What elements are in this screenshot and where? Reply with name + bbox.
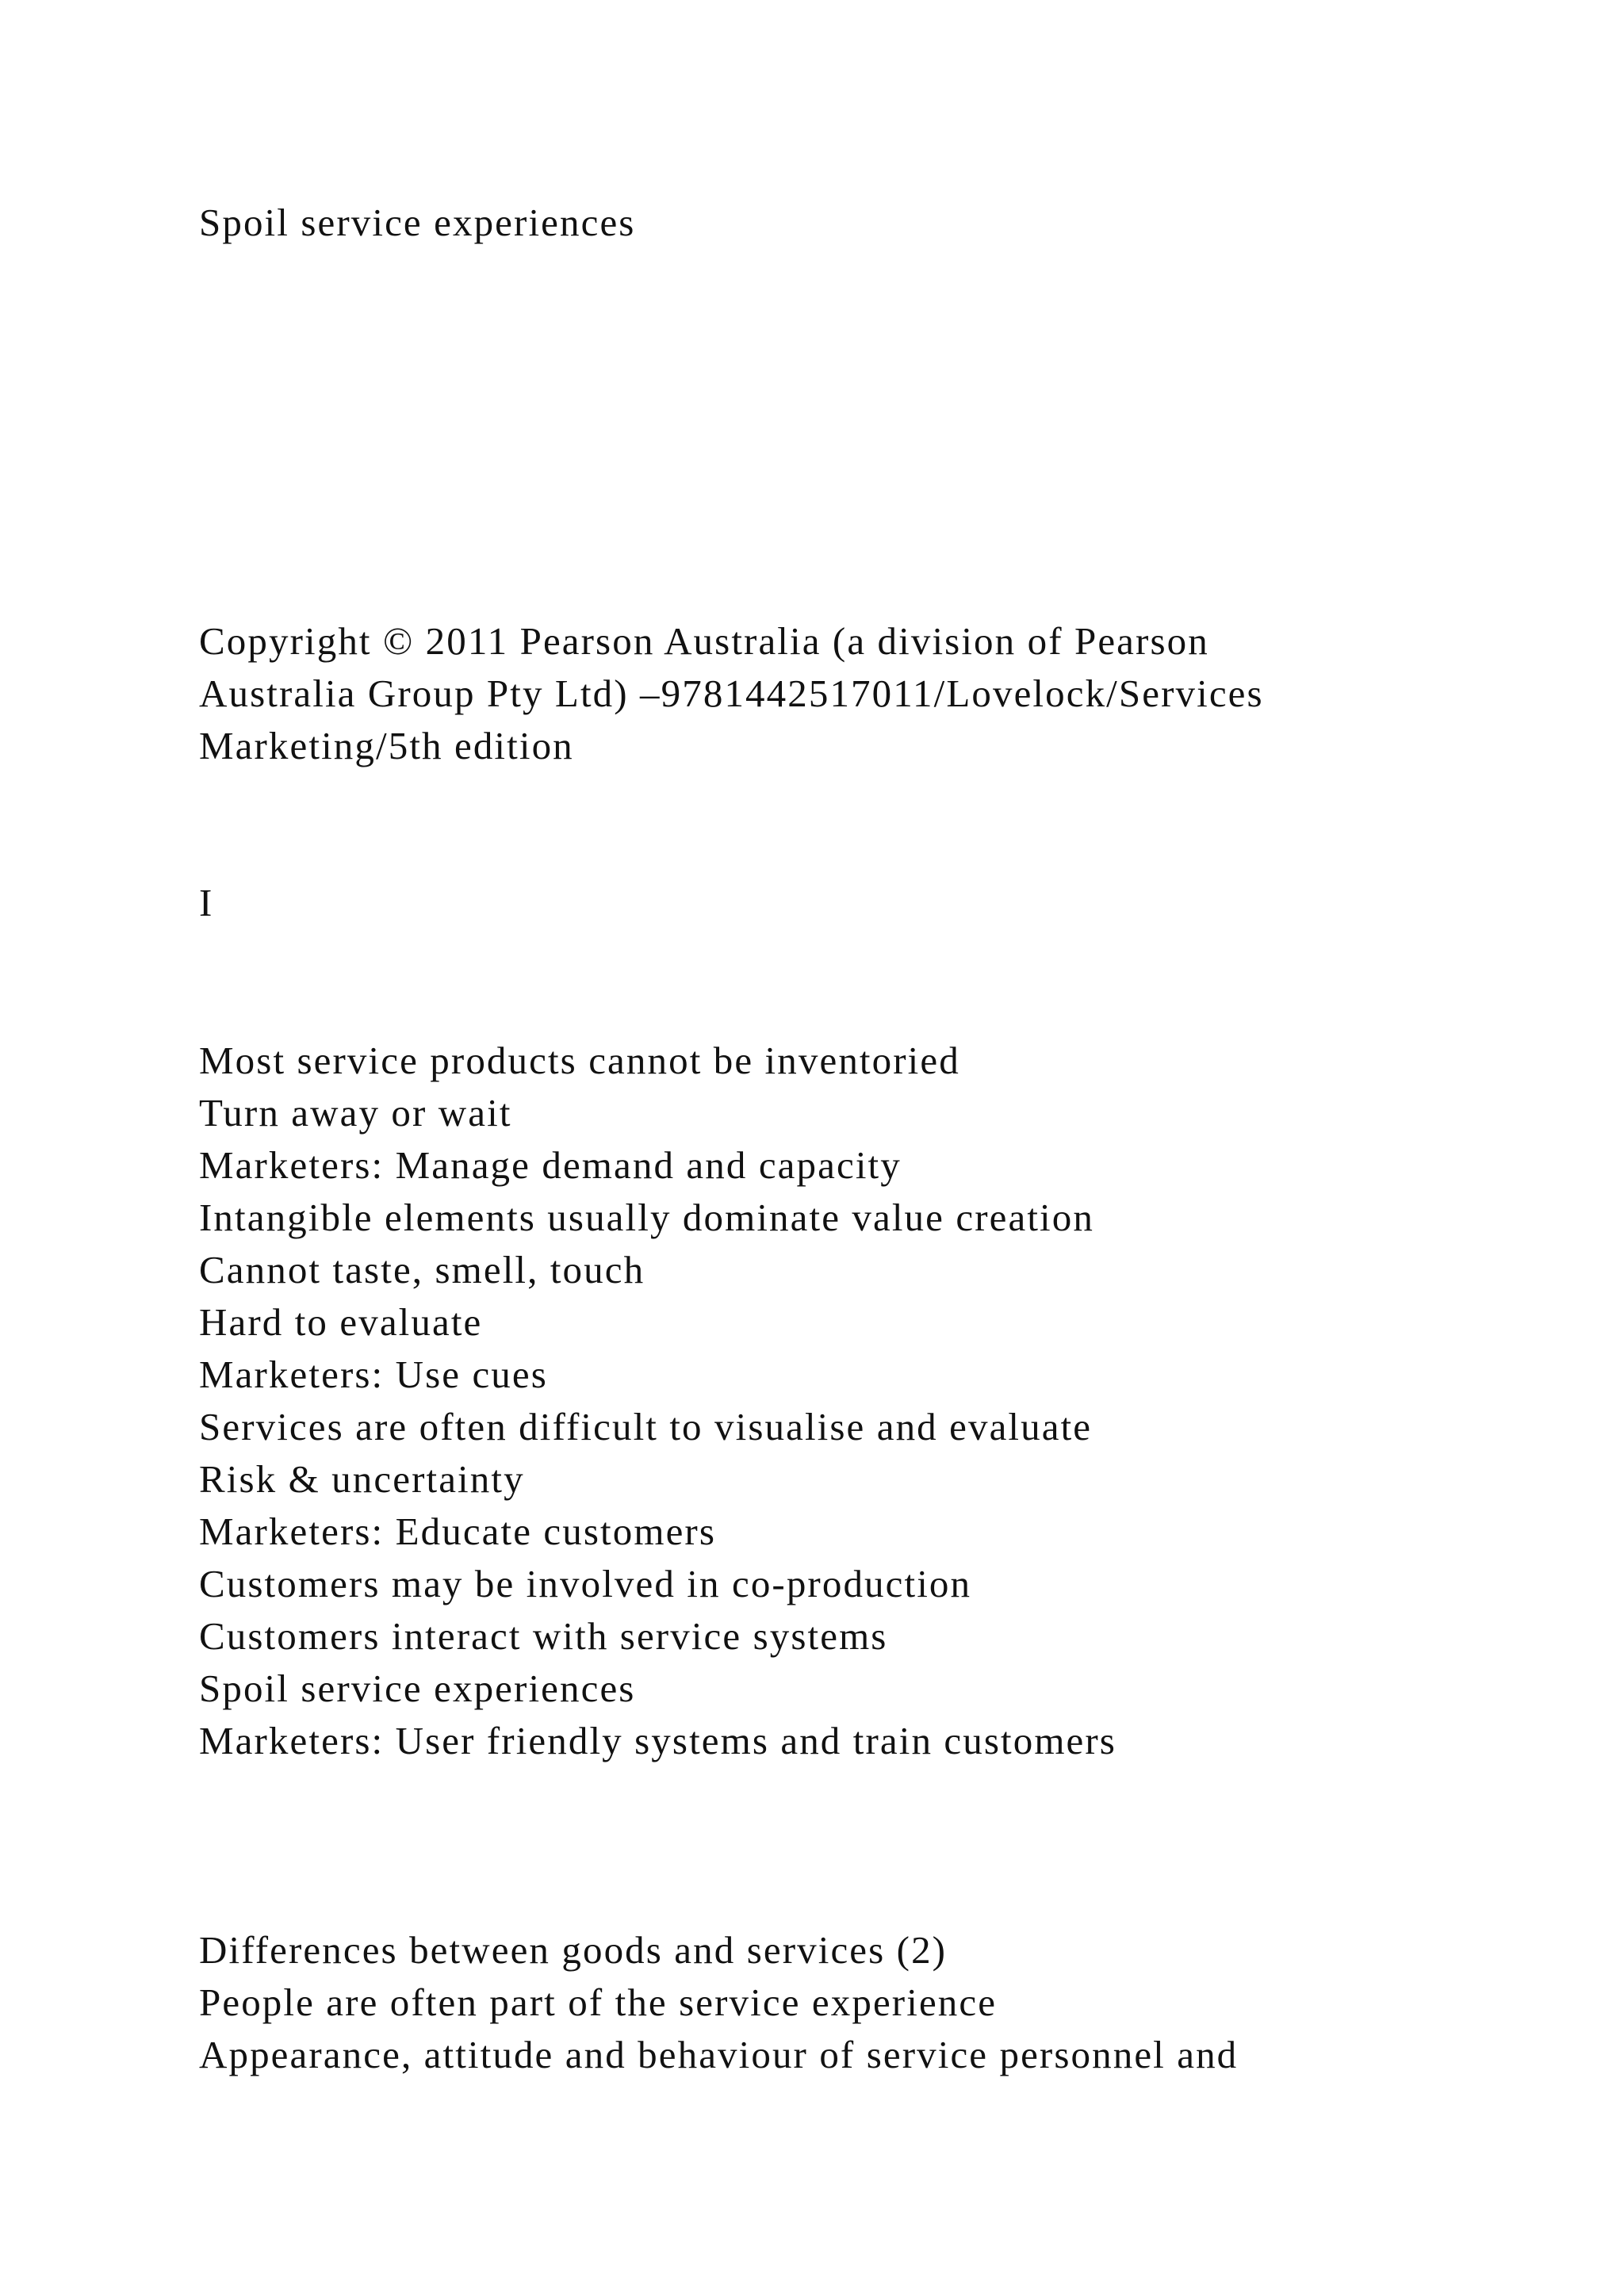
section-line: People are often part of the service experience <box>199 1980 998 2024</box>
body-line: Customers interact with service systems <box>199 1614 888 1658</box>
body-line: Turn away or wait <box>199 1091 512 1135</box>
body-line: Marketers: Educate customers <box>199 1510 717 1553</box>
copyright-line-1: Copyright © 2011 Pearson Australia (a division of Pearson <box>199 619 1209 663</box>
copyright-line-2: Australia Group Pty Ltd) –9781442517011/Lovelock/Services <box>199 672 1264 715</box>
body-line: Marketers: Use cues <box>199 1353 548 1396</box>
copyright-line-3: Marketing/5th edition <box>199 724 574 767</box>
body-line: Spoil service experiences <box>199 1667 636 1710</box>
roman-numeral-marker: I <box>199 881 214 924</box>
body-line: Most service products cannot be inventoried <box>199 1039 960 1082</box>
body-line: Risk & uncertainty <box>199 1457 525 1501</box>
body-line: Marketers: Manage demand and capacity <box>199 1143 902 1187</box>
body-line: Marketers: User friendly systems and train customers <box>199 1719 1116 1762</box>
body-line: Hard to evaluate <box>199 1300 483 1344</box>
page-heading: Spoil service experiences <box>199 201 636 244</box>
body-line: Services are often difficult to visualise and evaluate <box>199 1405 1093 1448</box>
body-line: Intangible elements usually dominate value creation <box>199 1196 1094 1239</box>
body-line: Cannot taste, smell, touch <box>199 1248 645 1292</box>
section-line: Appearance, attitude and behaviour of service personnel and <box>199 2033 1239 2076</box>
body-line: Customers may be involved in co-production <box>199 1562 972 1605</box>
section-heading: Differences between goods and services (2) <box>199 1928 948 1972</box>
